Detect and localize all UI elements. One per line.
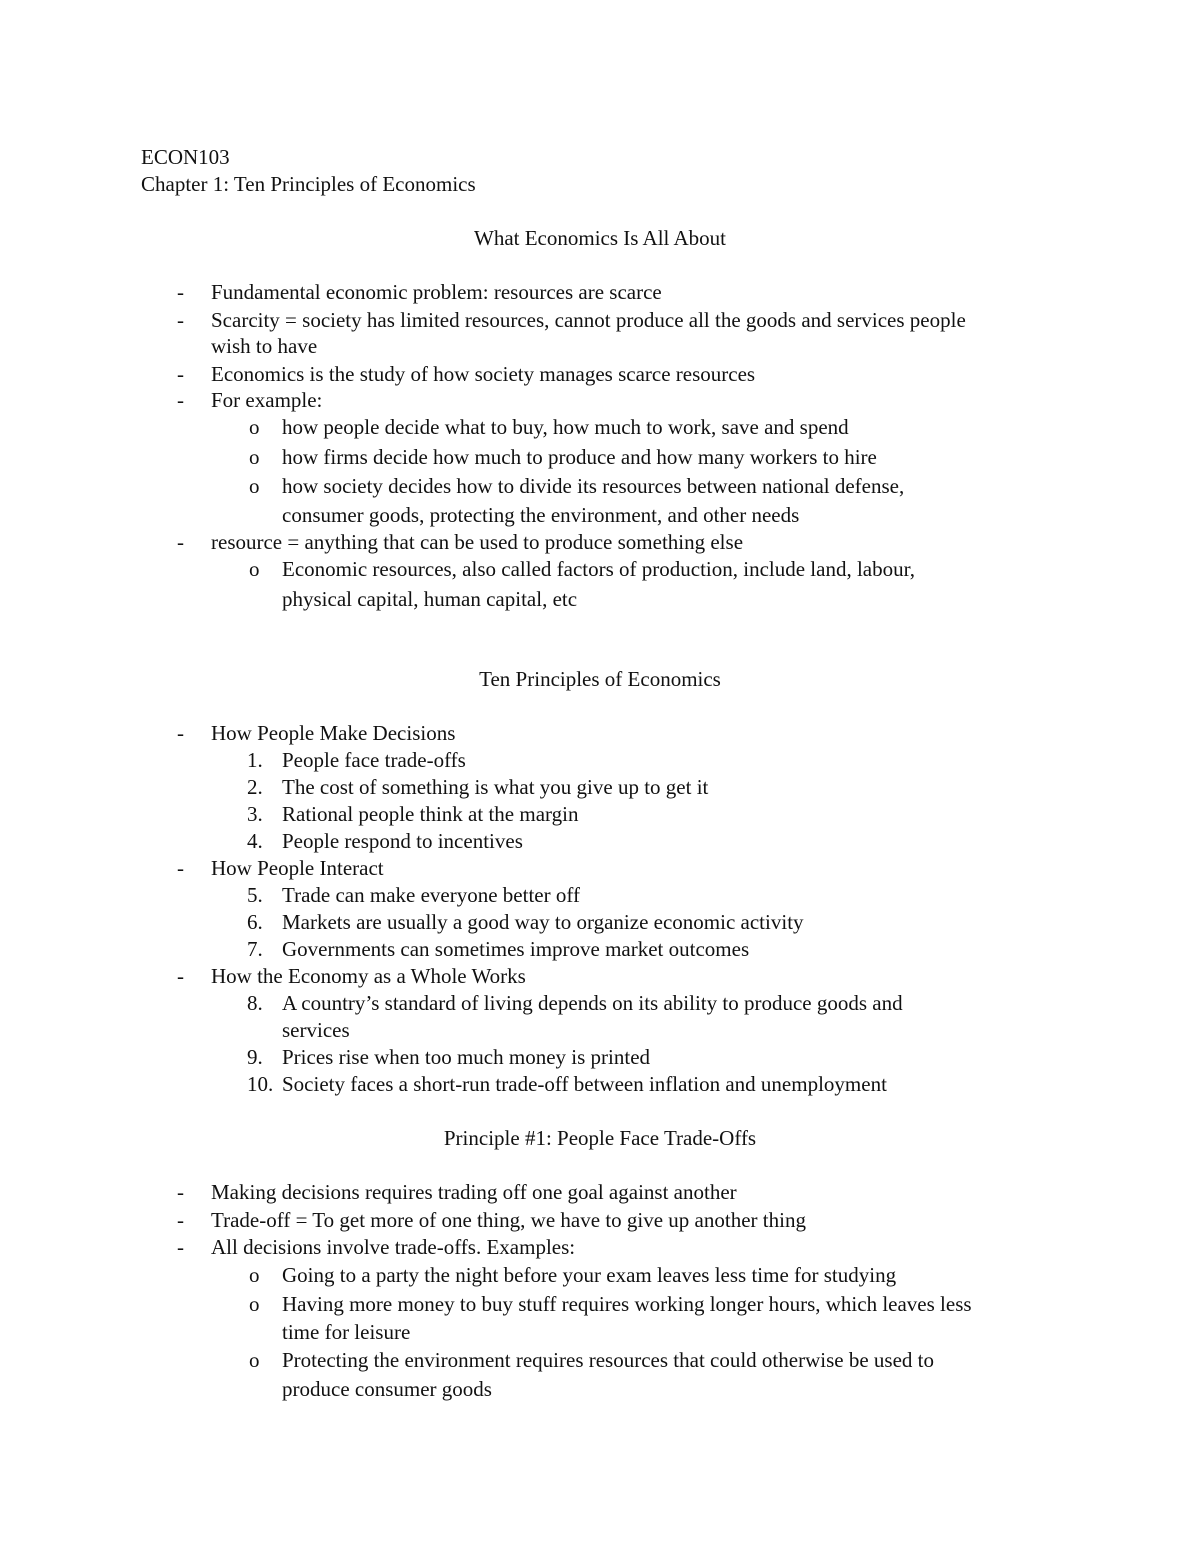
numbered-text: Governments can sometimes improve market outcomes bbox=[282, 937, 750, 961]
numbered-text: People face trade-offs bbox=[282, 748, 466, 772]
sub-bullet-text-continuation: consumer goods, protecting the environment, and other needs bbox=[282, 503, 800, 527]
numbered-marker: 8. bbox=[247, 991, 263, 1015]
sub-bullet-marker: o bbox=[249, 445, 260, 469]
sub-bullet-text-continuation: time for leisure bbox=[282, 1320, 411, 1344]
sub-bullet-text: how society decides how to divide its resources between national defense, bbox=[282, 474, 905, 498]
numbered-text-continuation: services bbox=[282, 1018, 350, 1042]
numbered-text: Trade can make everyone better off bbox=[282, 883, 580, 907]
sub-bullet-text: how firms decide how much to produce and how many workers to hire bbox=[282, 445, 877, 469]
section-heading: Ten Principles of Economics bbox=[479, 667, 721, 691]
numbered-text: A country’s standard of living depends on its ability to produce goods and bbox=[282, 991, 903, 1015]
bullet-text: Fundamental economic problem: resources are scarce bbox=[211, 280, 662, 304]
numbered-text: The cost of something is what you give up to get it bbox=[282, 775, 709, 799]
numbered-text: Markets are usually a good way to organize economic activity bbox=[282, 910, 804, 934]
numbered-marker: 5. bbox=[247, 883, 263, 907]
numbered-marker: 7. bbox=[247, 937, 263, 961]
numbered-marker: 1. bbox=[247, 748, 263, 772]
bullet-marker: - bbox=[177, 1235, 184, 1259]
bullet-text: Trade-off = To get more of one thing, we have to give up another thing bbox=[211, 1208, 806, 1232]
sub-bullet-marker: o bbox=[249, 1292, 260, 1316]
numbered-text: Society faces a short-run trade-off between inflation and unemployment bbox=[282, 1072, 887, 1096]
bullet-text: How People Interact bbox=[211, 856, 384, 880]
numbered-marker: 9. bbox=[247, 1045, 263, 1069]
numbered-text: Prices rise when too much money is printed bbox=[282, 1045, 651, 1069]
sub-bullet-marker: o bbox=[249, 557, 260, 581]
bullet-text: Economics is the study of how society manages scarce resources bbox=[211, 362, 756, 386]
bullet-marker: - bbox=[177, 964, 184, 988]
section-heading: Principle #1: People Face Trade-Offs bbox=[443, 1126, 757, 1150]
sub-bullet-text: Having more money to buy stuff requires working longer hours, which leaves less bbox=[282, 1292, 972, 1316]
bullet-text: Making decisions requires trading off one goal against another bbox=[211, 1180, 737, 1204]
bullet-marker: - bbox=[177, 856, 184, 880]
sub-bullet-text: Protecting the environment requires resources that could otherwise be used to bbox=[282, 1348, 934, 1372]
bullet-marker: - bbox=[177, 1208, 184, 1232]
numbered-marker: 6. bbox=[247, 910, 263, 934]
sub-bullet-text-continuation: physical capital, human capital, etc bbox=[282, 587, 578, 611]
bullet-text-continuation: wish to have bbox=[211, 334, 318, 358]
sub-bullet-marker: o bbox=[249, 1348, 260, 1372]
bullet-text: resource = anything that can be used to produce something else bbox=[211, 530, 744, 554]
sub-bullet-text: how people decide what to buy, how much to work, save and spend bbox=[282, 415, 849, 439]
bullet-marker: - bbox=[177, 530, 184, 554]
bullet-text: All decisions involve trade-offs. Examples: bbox=[211, 1235, 576, 1259]
sub-bullet-marker: o bbox=[249, 1263, 260, 1287]
bullet-text: Scarcity = society has limited resources, cannot produce all the goods and services people bbox=[211, 308, 966, 332]
bullet-marker: - bbox=[177, 388, 184, 412]
sub-bullet-marker: o bbox=[249, 415, 260, 439]
bullet-marker: - bbox=[177, 308, 184, 332]
numbered-marker: 3. bbox=[247, 802, 263, 826]
sub-bullet-text-continuation: produce consumer goods bbox=[282, 1377, 492, 1401]
sub-bullet-marker: o bbox=[249, 474, 260, 498]
numbered-text: People respond to incentives bbox=[282, 829, 523, 853]
bullet-text: How People Make Decisions bbox=[211, 721, 456, 745]
chapter-title: Chapter 1: Ten Principles of Economics bbox=[141, 172, 476, 196]
bullet-marker: - bbox=[177, 280, 184, 304]
numbered-marker: 10. bbox=[247, 1072, 274, 1096]
sub-bullet-text: Going to a party the night before your exam leaves less time for studying bbox=[282, 1263, 897, 1287]
bullet-marker: - bbox=[177, 1180, 184, 1204]
bullet-marker: - bbox=[177, 362, 184, 386]
numbered-marker: 2. bbox=[247, 775, 263, 799]
numbered-marker: 4. bbox=[247, 829, 263, 853]
bullet-text: For example: bbox=[211, 388, 323, 412]
bullet-text: How the Economy as a Whole Works bbox=[211, 964, 526, 988]
course-code: ECON103 bbox=[141, 145, 230, 169]
bullet-marker: - bbox=[177, 721, 184, 745]
section-heading: What Economics Is All About bbox=[474, 226, 726, 250]
numbered-text: Rational people think at the margin bbox=[282, 802, 579, 826]
sub-bullet-text: Economic resources, also called factors of production, include land, labour, bbox=[282, 557, 916, 581]
